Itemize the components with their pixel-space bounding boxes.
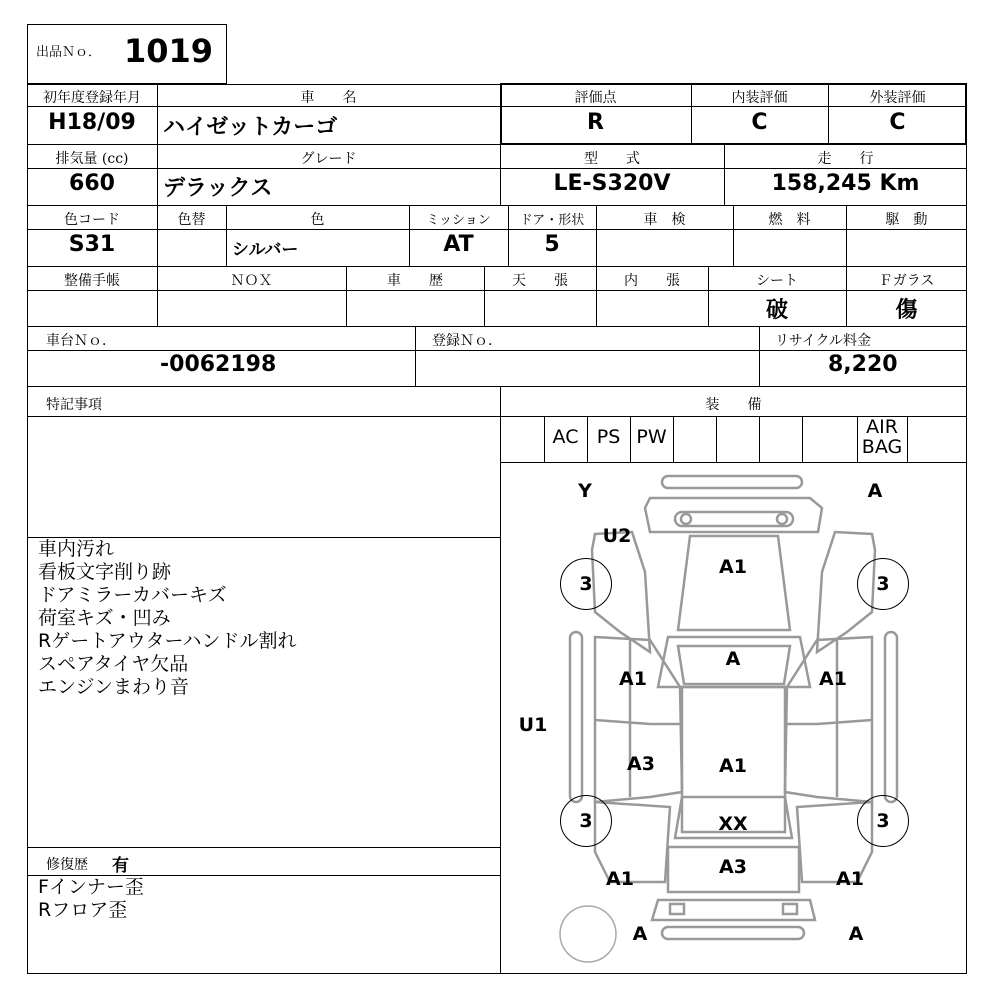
chassis-label: 車台Ｎｏ． (46, 333, 116, 349)
repair-label: 修復歴 (46, 857, 88, 873)
mileage-value: 158,245 Km (771, 171, 920, 196)
mark-slide-door-left: A3 (627, 753, 655, 775)
color-label: 色 (310, 212, 325, 228)
recycle-value: 8,220 (828, 352, 898, 377)
fuel-label: 燃 料 (768, 212, 811, 228)
remark-item: 荷室キズ・凹み (38, 607, 171, 629)
grade-label: グレード (300, 151, 357, 167)
color-change-label: 色替 (177, 212, 206, 228)
equipment-ac: AC (552, 426, 579, 448)
mark-door-left: A1 (619, 668, 647, 690)
mark-tire-rear-right: 3 (857, 795, 909, 847)
score-value: R (587, 110, 604, 135)
color-value: シルバー (232, 240, 299, 260)
repair-item: Rフロア歪 (38, 899, 128, 921)
maintenance-label: 整備手帳 (64, 273, 120, 289)
score-label: 評価点 (574, 90, 617, 106)
mark-windshield: A (725, 648, 741, 670)
remark-item: スペアタイヤ欠品 (38, 653, 189, 675)
first-reg-label: 初年度登録年月 (43, 90, 141, 106)
exterior-value: C (889, 110, 906, 135)
car-name-label: 車 名 (300, 90, 357, 106)
exterior-label: 外装評価 (869, 90, 926, 106)
interior-value: C (751, 110, 768, 135)
seat-label: シート (756, 273, 798, 289)
mark-hood: A1 (719, 556, 747, 578)
equipment-pw: PW (636, 426, 667, 448)
inspection-label: 車 検 (643, 212, 686, 228)
mark-tire-rear-left: 3 (560, 795, 612, 847)
mark-left-side: U1 (518, 714, 548, 736)
mileage-label: 走 行 (817, 151, 874, 167)
color-code-label: 色コード (64, 212, 120, 228)
remark-item: 看板文字削り跡 (38, 561, 172, 583)
mark-rear-glass: XX (718, 813, 748, 835)
lot-label: 出品Ｎｏ． (36, 45, 102, 60)
mark-quarter-right: A1 (836, 868, 864, 890)
displacement-value: 660 (69, 171, 115, 196)
color-code-value: S31 (68, 232, 116, 257)
mark-front-panel: U2 (602, 525, 632, 547)
chassis-value: -0062198 (160, 352, 277, 377)
mark-rear-bumper-left: A (632, 923, 648, 945)
remark-item: 車内汚れ (38, 538, 115, 560)
remarks-label: 特記事項 (46, 397, 102, 413)
mission-value: AT (443, 232, 474, 257)
equipment-ps: PS (596, 426, 621, 448)
history-label: 車 歴 (387, 273, 443, 289)
grade-value: デラックス (163, 176, 273, 201)
mark-tire-front-right: 3 (857, 558, 909, 610)
mark-roof: A1 (719, 755, 747, 777)
mark-door-right: A1 (819, 668, 847, 690)
repair-item: Fインナー歪 (38, 876, 144, 898)
model-value: LE-S320V (553, 171, 671, 196)
interior-label: 内装評価 (731, 90, 788, 106)
drive-label: 駆 動 (885, 212, 928, 228)
door-label: ドア・形状 (519, 213, 585, 228)
mission-label: ミッション (426, 213, 491, 228)
fglass-value: 傷 (895, 298, 918, 323)
first-reg-value: H18/09 (48, 110, 136, 135)
mark-tire-front-left: 3 (560, 558, 612, 610)
registration-label: 登録Ｎｏ． (432, 333, 502, 349)
remark-item: Rゲートアウターハンドル割れ (38, 630, 297, 652)
displacement-label: 排気量 (cc) (55, 151, 129, 167)
recycle-label: リサイクル料金 (775, 333, 872, 349)
repair-value: 有 (112, 856, 129, 876)
remark-item: エンジンまわり音 (38, 676, 190, 698)
car-diagram (500, 462, 967, 974)
mark-front-left-corner: Y (578, 480, 592, 502)
equipment-label: 装 備 (705, 397, 762, 413)
mark-back-door: A3 (719, 856, 747, 878)
mark-quarter-left: A1 (606, 868, 634, 890)
nox-label: ＮＯＸ (230, 273, 273, 289)
seat-value: 破 (765, 298, 788, 323)
mark-front-right-corner: A (867, 480, 883, 502)
car-name-value: ハイゼットカーゴ (163, 115, 338, 140)
roof-trim-label: 天 張 (512, 273, 568, 289)
remark-item: ドアミラーカバーキズ (38, 584, 227, 606)
equipment-airbag-1: AIR (866, 416, 898, 438)
equipment-airbag-2: BAG (861, 436, 903, 458)
lot-number: 1019 (124, 32, 214, 70)
interior-trim-label: 内 張 (624, 273, 680, 289)
door-value: 5 (544, 232, 560, 257)
model-label: 型 式 (584, 151, 640, 167)
fglass-label: Ｆガラス (878, 273, 935, 289)
mark-rear-bumper-right: A (848, 923, 864, 945)
